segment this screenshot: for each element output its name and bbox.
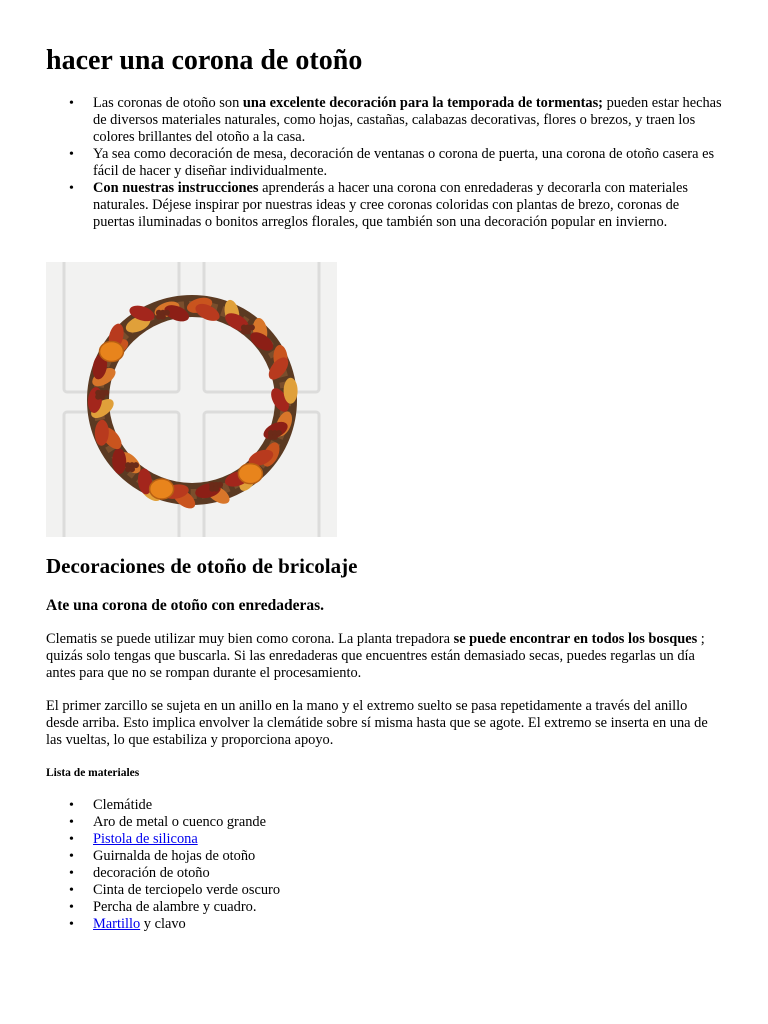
- intro-bullet-2: [93, 146, 723, 180]
- wreath-image: [46, 262, 337, 537]
- page-title: hacer una corona de otoño: [46, 45, 363, 76]
- subheading: Ate una corona de otoño con enredaderas.: [46, 597, 324, 614]
- intro-list: [46, 95, 723, 231]
- paragraph-1-bold: se puede encontrar en todos los bosques: [453, 631, 698, 647]
- berry-shape: [272, 434, 278, 440]
- berry-shape: [213, 486, 219, 492]
- material-item: [93, 865, 280, 882]
- intro-bullet-1-text: Las coronas de otoño son: [93, 95, 243, 111]
- materials-heading: Lista de materiales: [46, 767, 140, 779]
- section-heading: Decoraciones de otoño de bricolaje: [46, 554, 358, 578]
- berry-shape: [99, 394, 105, 400]
- intro-bullet-1: [93, 95, 723, 146]
- material-item: [93, 797, 280, 814]
- intro-bullet-3-text: aprenderás a hacer una corona con enredaderas y decorarla con materiales naturales. Déjese inspirar por nuestras ideas y cree coronas coloridas con plantas de brezo, coronas de puertas iluminadas o bonitos arreglos florales, que también son una decoración popular en invierno.: [93, 180, 688, 230]
- pumpkin-shape: [238, 464, 262, 484]
- pumpkin-shape: [100, 342, 124, 362]
- paragraph-2: El primer zarcillo se sujeta en un anillo en la mano y el extremo suelto se pasa repetidamente a través del anillo desde arriba. Esto implica envolver la clemátide sobre sí misma hasta que se agote. El extremo se inserta en una de las vueltas, lo que estabiliza y proporciona apoyo.: [46, 698, 708, 748]
- material-text: Clemátide: [93, 797, 153, 813]
- intro-bullet-3-bold: Con nuestras instrucciones: [93, 180, 259, 196]
- material-text: Guirnalda de hojas de otoño: [93, 848, 256, 864]
- material-text: Percha de alambre y cuadro.: [93, 899, 257, 915]
- intro-bullet-3: [93, 180, 723, 231]
- material-text: Aro de metal o cuenco grande: [93, 814, 267, 830]
- link-martillo[interactable]: Martillo: [93, 916, 141, 932]
- material-text: decoración de otoño: [93, 865, 210, 881]
- paragraph-1-text: Clematis se puede utilizar muy bien como corona. La planta trepadora: [46, 631, 454, 647]
- material-item: [93, 814, 280, 831]
- pumpkin-shape: [150, 479, 174, 499]
- material-text: Cinta de terciopelo verde oscuro: [93, 882, 281, 898]
- leaf-shape: [284, 378, 298, 404]
- paragraph-1: [46, 631, 721, 682]
- intro-bullet-1-text-end: pueden estar hechas de diversos materiales naturales, como hojas, castañas, calabazas decorativas, flores o brezos, y traen los colores brillantes del otoño a la casa.: [93, 95, 722, 145]
- link-pistola-de-silicona[interactable]: Pistola de silicona: [93, 831, 198, 847]
- berry-shape: [129, 466, 135, 472]
- material-text: y clavo: [140, 916, 186, 932]
- wreath-illustration: [46, 262, 337, 537]
- intro-bullet-1-bold: una excelente decoración para la temporada de tormentas;: [242, 95, 603, 111]
- berry-shape: [245, 329, 251, 335]
- intro-bullet-2-text: Ya sea como decoración de mesa, decoración de ventanas o corona de puerta, una corona de otoño casera es fácil de hacer y diseñar individualmente.: [93, 146, 715, 179]
- paragraph-1-text-end: ; quizás solo tengas que buscarla. Si las enredaderas que encuentres están demasiado secas, puedes regarlas un día antes para que no se rompan durante el procesamiento.: [46, 631, 705, 681]
- material-item: [93, 831, 280, 848]
- material-item: [93, 848, 280, 865]
- materials-list: [46, 797, 280, 933]
- berry-shape: [160, 314, 166, 320]
- material-item: [93, 882, 280, 899]
- material-item: [93, 916, 280, 933]
- material-item: [93, 899, 280, 916]
